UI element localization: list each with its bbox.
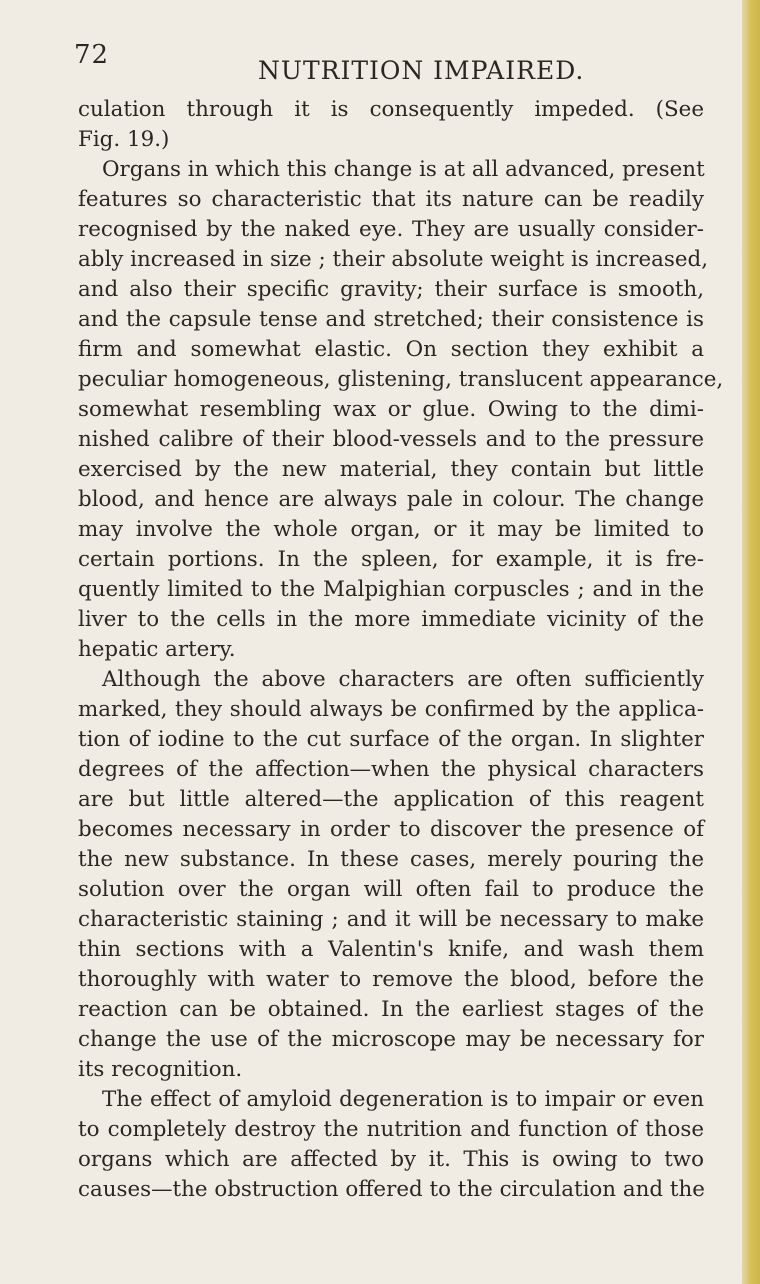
text-line: to completely destroy the nutrition and function of those [78, 1117, 704, 1142]
text-line: Fig. 19.) [78, 127, 170, 152]
text-line: the new substance. In these cases, merely pouring the [78, 847, 704, 872]
paragraph-start-line: The effect of amyloid degeneration is to impair or even [102, 1087, 704, 1112]
text-line: features so characteristic that its nature can be readily [78, 187, 704, 212]
text-line: firm and somewhat elastic. On section they exhibit a [78, 337, 704, 362]
text-line: degrees of the affection—when the physical characters [78, 757, 704, 782]
text-line: and the capsule tense and stretched; their consistence is [78, 307, 704, 332]
text-line: nished calibre of their blood-vessels and to the pressure [78, 427, 704, 452]
text-line: somewhat resembling wax or glue. Owing to the dimi- [78, 397, 704, 422]
text-line: thoroughly with water to remove the blood, before the [78, 967, 704, 992]
text-line: and also their specific gravity; their surface is smooth, [78, 277, 704, 302]
text-line: hepatic artery. [78, 637, 236, 662]
text-line: change the use of the microscope may be necessary for [78, 1027, 704, 1052]
text-line: are but little altered—the application of this reagent [78, 787, 704, 812]
text-line: recognised by the naked eye. They are usually consider- [78, 217, 704, 242]
text-line: solution over the organ will often fail to produce the [78, 877, 704, 902]
page-number: 72 [74, 40, 110, 70]
text-line: its recognition. [78, 1057, 243, 1082]
text-line: becomes necessary in order to discover the presence of [78, 817, 704, 842]
text-line: causes—the obstruction offered to the circulation and the [78, 1177, 705, 1202]
paragraph-start-line: Although the above characters are often sufficiently [102, 667, 704, 692]
text-line: reaction can be obtained. In the earliest stages of the [78, 997, 704, 1022]
body-text [78, 95, 724, 1205]
text-line: organs which are affected by it. This is owing to two [78, 1147, 704, 1172]
text-line: characteristic staining ; and it will be necessary to make [78, 907, 704, 932]
text-line: culation through it is consequently impeded. (See [78, 97, 704, 122]
text-line: may involve the whole organ, or it may be limited to [78, 517, 704, 542]
running-title: NUTRITION IMPAIRED. [258, 56, 585, 85]
text-line: quently limited to the Malpighian corpuscles ; and in the [78, 577, 704, 602]
text-line: peculiar homogeneous, glistening, translucent appearance, [78, 367, 724, 392]
page-edge [742, 0, 760, 1284]
text-line: thin sections with a Valentin's knife, and wash them [78, 937, 704, 962]
text-line: certain portions. In the spleen, for example, it is fre- [78, 547, 704, 572]
paragraph-start-line: Organs in which this change is at all advanced, present [102, 157, 705, 182]
text-line: blood, and hence are always pale in colour. The change [78, 487, 704, 512]
text-line: exercised by the new material, they contain but little [78, 457, 704, 482]
text-line: ably increased in size ; their absolute weight is increased, [78, 247, 709, 272]
text-line: tion of iodine to the cut surface of the organ. In slighter [78, 727, 704, 752]
text-line: marked, they should always be confirmed by the applica- [78, 697, 704, 722]
text-line: liver to the cells in the more immediate vicinity of the [78, 607, 704, 632]
